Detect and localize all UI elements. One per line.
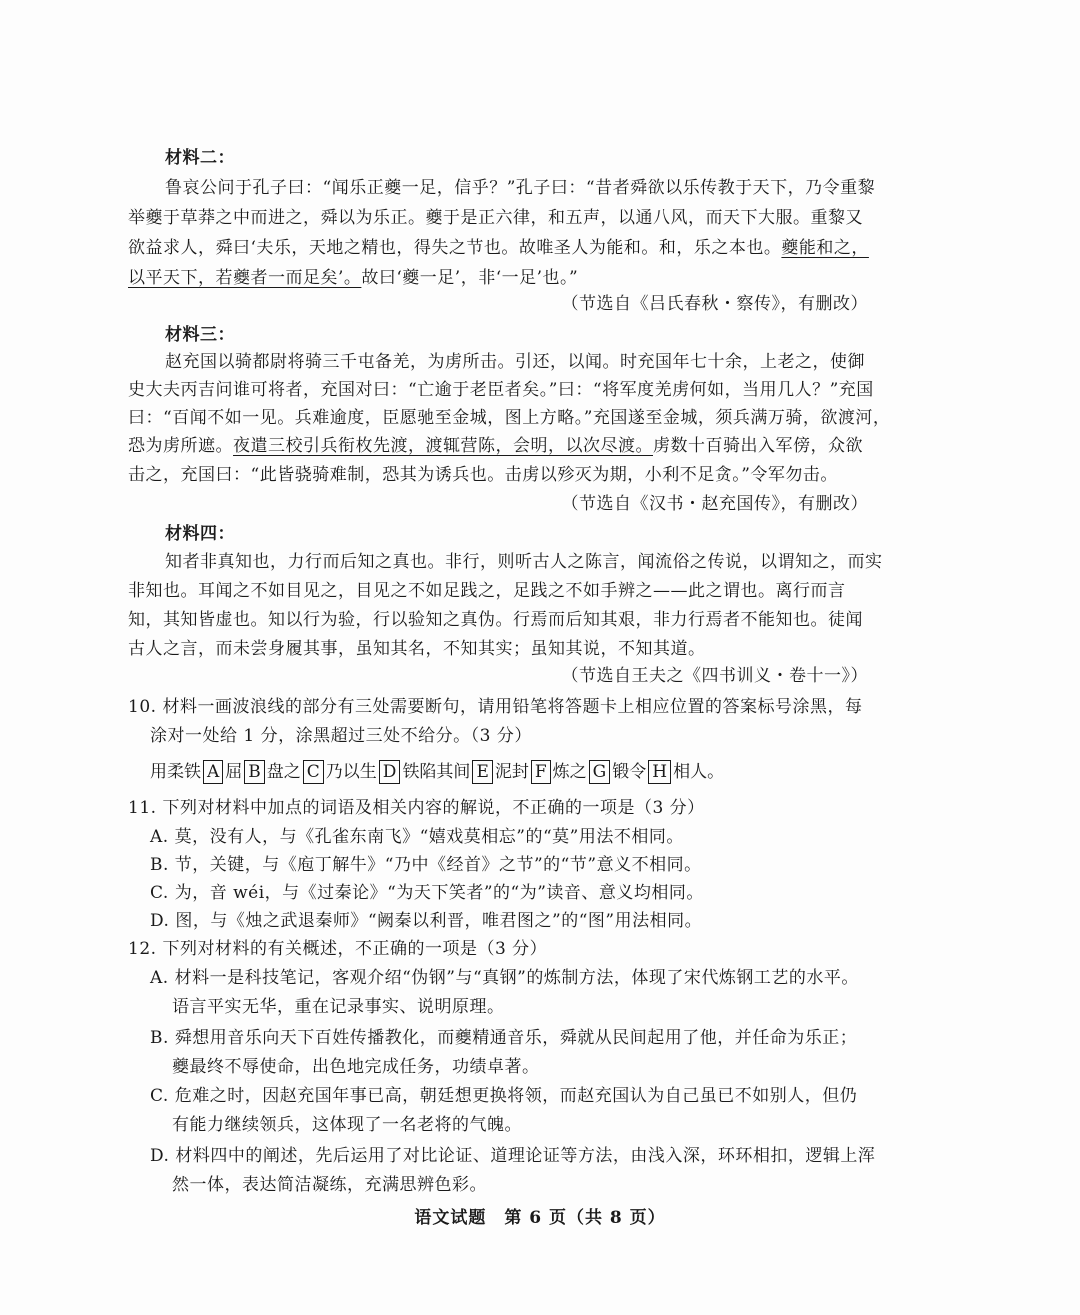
material-3-line-4c: 虏数十百骑出入军傍，众欲	[653, 436, 863, 456]
answer-box-h[interactable]: H	[648, 760, 671, 784]
material-2-underlined-4a: 以平天下，若夔者一而足矣’。	[128, 268, 362, 288]
material-4-source: （节选自王夫之《四书训义・卷十一》）	[561, 666, 868, 686]
question-11-option-d: D. 图，与《烛之武退秦师》“阙秦以利晋，唯君图之”的“图”用法相同。	[150, 911, 703, 931]
answer-box-b[interactable]: B	[244, 760, 265, 784]
question-12-option-d-1: D. 材料四中的阐述，先后运用了对比论证、道理论证等方法，由浅入深，环环相扣，逻辑上浑	[150, 1146, 876, 1166]
material-3-heading: 材料三：	[165, 325, 235, 345]
material-3-line-5: 击之，充国曰：“此皆骁骑难制，恐其为诱兵也。击虏以殄灭为期，小利不足贪。”令军勿击。	[128, 465, 838, 485]
question-10-stem-2: 涂对一处给 1 分，涂黑超过三处不给分。（3 分）	[150, 726, 532, 746]
page-footer: 语文试题 第 6 页（共 8 页）	[414, 1208, 666, 1228]
answer-box-c[interactable]: C	[303, 760, 324, 784]
question-12-stem: 12. 下列对材料的有关概述，不正确的一项是（3 分）	[128, 939, 548, 959]
material-3-source: （节选自《汉书・赵充国传》，有删改）	[561, 494, 868, 514]
question-11-option-b: B. 节，关键，与《庖丁解牛》“乃中《经首》之节”的“节”意义不相同。	[150, 855, 702, 875]
segment-text: 盘之	[266, 762, 301, 782]
material-4-heading: 材料四：	[165, 524, 235, 544]
material-2-line-4b: 故曰‘夔一足’，非‘一足’也。”	[361, 268, 579, 288]
material-2-line-3	[128, 236, 868, 260]
segment-text: 炼之	[552, 762, 587, 782]
question-11-option-a: A. 莫，没有人，与《孔雀东南飞》“嬉戏莫相忘”的“莫”用法不相同。	[150, 827, 684, 847]
material-3-underlined-4b: 夜遣三校引兵衔枚先渡，渡辄营陈，会明，以次尽渡。	[233, 436, 653, 456]
segment-text: 相人。	[673, 762, 725, 782]
answer-box-d[interactable]: D	[379, 760, 401, 784]
question-12-option-a-2: 语言平实无华，重在记录事实、说明原理。	[172, 997, 505, 1017]
segment-text: 锻令	[612, 762, 647, 782]
segment-text: 用柔铁	[150, 762, 201, 782]
question-11-stem: 11. 下列对材料中加点的词语及相关内容的解说，不正确的一项是（3 分）	[128, 798, 705, 818]
question-12-option-c-1: C. 危难之时，因赵充国年事已高，朝廷想更换将领，而赵充国认为自己虽已不如别人，但仍	[150, 1086, 858, 1106]
question-12-option-c-2: 有能力继续领兵，这体现了一名老将的气魄。	[172, 1115, 522, 1135]
material-3-line-3: 曰：“百闻不如一见。兵难逾度，臣愿驰至金城，图上方略。”充国遂至金城，须兵满万骑，欲渡河，	[128, 408, 891, 428]
answer-box-f[interactable]: F	[531, 760, 551, 784]
material-2-line-2: 举夔于草莽之中而进之，舜以为乐正。夔于是正六律，和五声，以通八风，而天下大服。重黎又	[128, 208, 863, 228]
question-11-option-c: C. 为，音 wéi，与《过秦论》“为天下笑者”的“为”读音、意义均相同。	[150, 883, 704, 903]
question-12-option-b-2: 夔最终不辱使命，出色地完成任务，功绩卓著。	[172, 1057, 540, 1077]
material-3-line-2: 史大夫丙吉问谁可将者，充国对曰：“亡逾于老臣者矣。”曰：“将军度羌虏何如，当用几人？”充国	[128, 380, 874, 400]
material-2-line-3a: 欲益求人，舜曰‘夫乐，天地之精也，得失之节也。故唯圣人为能和。和，乐之本也。	[128, 238, 782, 258]
segment-text: 屈	[225, 762, 243, 782]
question-12-option-d-2: 然一体，表达简洁凝练，充满思辨色彩。	[172, 1175, 487, 1195]
material-4-line-4: 古人之言，而未尝身履其事，虽知其名，不知其实；虽知其说，不知其道。	[128, 639, 706, 659]
material-4-line-1: 知者非真知也，力行而后知之真也。非行，则听古人之陈言，闻流俗之传说，以谓知之，而实	[165, 552, 883, 572]
material-2-line-1: 鲁哀公问于孔子曰：“闻乐正夔一足，信乎？”孔子曰：“昔者舜欲以乐传教于天下，乃令重黎	[165, 178, 876, 198]
material-3-line-4	[128, 434, 868, 458]
question-12-option-a-1: A. 材料一是科技笔记，客观介绍“伪钢”与“真钢”的炼制方法，体现了宋代炼钢工艺的水平。	[150, 968, 859, 988]
answer-box-e[interactable]: E	[472, 760, 492, 784]
segment-text: 铁陷其间	[402, 762, 471, 782]
material-4-line-2: 非知也。耳闻之不如目见之，目见之不如足践之，足践之不如手辨之——此之谓也。离行而言	[128, 581, 846, 601]
answer-box-g[interactable]: G	[589, 760, 611, 784]
material-2-heading: 材料二：	[165, 148, 235, 168]
material-2-line-4	[128, 266, 868, 290]
question-10-stem-1: 10. 材料一画波浪线的部分有三处需要断句，请用铅笔将答题卡上相应位置的答案标号涂黑，每	[128, 697, 863, 717]
question-10-segment-row	[150, 758, 724, 786]
answer-box-a[interactable]: A	[203, 760, 223, 784]
material-3-line-1: 赵充国以骑都尉将骑三千屯备羌，为虏所击。引还，以闻。时充国年七十余，上老之，使御	[165, 352, 865, 372]
material-2-underlined-3b: 夔能和之，	[781, 238, 869, 258]
segment-text: 泥封	[494, 762, 529, 782]
question-12-option-b-1: B. 舜想用音乐向天下百姓传播教化，而夔精通音乐，舜就从民间起用了他，并任命为乐正；	[150, 1028, 858, 1048]
material-4-line-3: 知，其知皆虚也。知以行为验，行以验知之真伪。行焉而后知其艰，非力行焉者不能知也。徒闻	[128, 610, 863, 630]
material-2-source: （节选自《吕氏春秋・察传》，有删改）	[561, 294, 868, 314]
material-3-line-4a: 恐为虏所遮。	[128, 436, 233, 456]
segment-text: 乃以生	[325, 762, 377, 782]
